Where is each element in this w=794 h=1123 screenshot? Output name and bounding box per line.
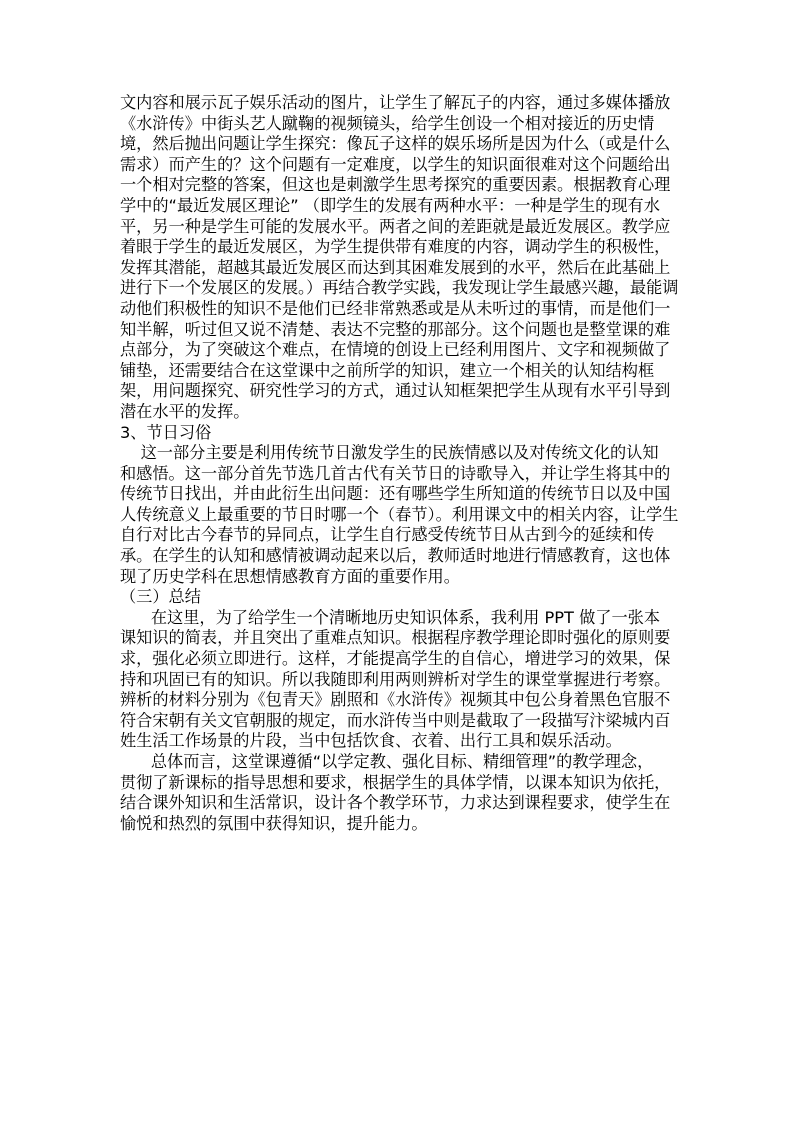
- text-line: 承。在学生的认知和感情被调动起来以后，教师适时地进行情感教育，这也体: [120, 546, 671, 566]
- text-line: 知半解，听过但又说不清楚、表达不完整的那部分。这个问题也是整堂课的难: [120, 319, 671, 339]
- text-line: 课知识的简表，并且突出了重难点知识。根据程序教学理论即时强化的原则要: [120, 628, 671, 648]
- text-line: 学中的“最近发展区理论” （即学生的发展有两种水平：一种是学生的现有水: [120, 195, 660, 215]
- text-line: 辨析的材料分别为《包青天》剧照和《水浒传》视频其中包公身着黑色官服不: [120, 690, 671, 710]
- text-line: 着眼于学生的最近发展区，为学生提供带有难度的内容，调动学生的积极性，: [120, 237, 671, 257]
- text-line: 贯彻了新课标的指导思想和要求，根据学生的具体学情，以课本知识为依托，: [120, 772, 671, 792]
- text-line: 需求）而产生的？这个问题有一定难度，以学生的知识面很难对这个问题给出: [120, 154, 671, 174]
- section-heading-festivals: 3、节日习俗: [120, 422, 212, 442]
- text-line: 潜在水平的发挥。: [120, 401, 250, 421]
- document-body: [120, 93, 682, 834]
- text-line: 进行下一个发展区的发展。）再结合教学实践，我发现让学生最感兴趣，最能调: [120, 278, 679, 298]
- text-line: 传统节日找出，并由此衍生出问题：还有哪些学生所知道的传统节日以及中国: [120, 484, 671, 504]
- text-line: 架，用问题探究、研究性学习的方式，通过认知框架把学生从现有水平引导到: [120, 381, 671, 401]
- text-line: 这一部分主要是利用传统节日激发学生的民族情感以及对传统文化的认知: [120, 443, 659, 463]
- text-line: 持和巩固已有的知识。所以我随即利用两则辨析对学生的课堂掌握进行考察。: [120, 669, 671, 689]
- text-line: 文内容和展示瓦子娱乐活动的图片，让学生了解瓦子的内容，通过多媒体播放: [120, 93, 671, 112]
- text-line: 总体而言，这堂课遵循“以学定教、强化目标、精细管理”的教学理念，: [120, 752, 654, 771]
- text-line: 境，然后抛出问题让学生探究：像瓦子这样的娱乐场所是因为什么（或是什么: [120, 134, 671, 154]
- section-heading-summary: （三）总结: [120, 587, 201, 607]
- text-line: 愉悦和热烈的氛围中获得知识，提升能力。: [120, 813, 428, 833]
- text-line: 现了历史学科在思想情感教育方面的重要作用。: [120, 566, 460, 586]
- text-line: 动他们积极性的知识不是他们已经非常熟悉或是从未听过的事情，而是他们一: [120, 298, 671, 318]
- text-line: 在这里，为了给学生一个清晰地历史知识体系，我利用 PPT 做了一张本: [120, 607, 661, 627]
- text-line: 发挥其潜能，超越其最近发展区而达到其困难发展到的水平，然后在此基础上: [120, 257, 671, 277]
- text-line: 《水浒传》中街头艺人蹴鞠的视频镜头，给学生创设一个相对接近的历史情: [120, 113, 655, 133]
- text-line: 姓生活工作场景的片段，当中包括饮食、衣着、出行工具和娱乐活动。: [120, 731, 622, 751]
- text-line: 求，强化必须立即进行。这样，才能提高学生的自信心，增进学习的效果，保: [120, 649, 671, 669]
- text-line: 符合宋朝有关文官朝服的规定，而水浒传当中则是截取了一段描写汴梁城内百: [120, 710, 671, 730]
- text-line: 铺垫，还需要结合在这堂课中之前所学的知识，建立一个相关的认知结构框: [120, 360, 655, 380]
- text-line: 自行对比古今春节的异同点，让学生自行感受传统节日从古到今的延续和传: [120, 525, 655, 545]
- text-line: 点部分，为了突破这个难点，在情境的创设上已经利用图片、文字和视频做了: [120, 340, 671, 360]
- text-line: 结合课外知识和生活常识，设计各个教学环节，力求达到课程要求，使学生在: [120, 793, 671, 813]
- text-line: 和感悟。这一部分首先节选几首古代有关节日的诗歌导入，并让学生将其中的: [120, 463, 671, 483]
- text-line: 人传统意义上最重要的节日时哪一个（春节）。利用课文中的相关内容，让学生: [120, 504, 679, 524]
- text-line: 平，另一种是学生可能的发展水平。两者之间的差距就是最近发展区。教学应: [120, 216, 671, 236]
- text-line: 一个相对完整的答案，但这也是刺激学生思考探究的重要因素。根据教育心理: [120, 175, 671, 195]
